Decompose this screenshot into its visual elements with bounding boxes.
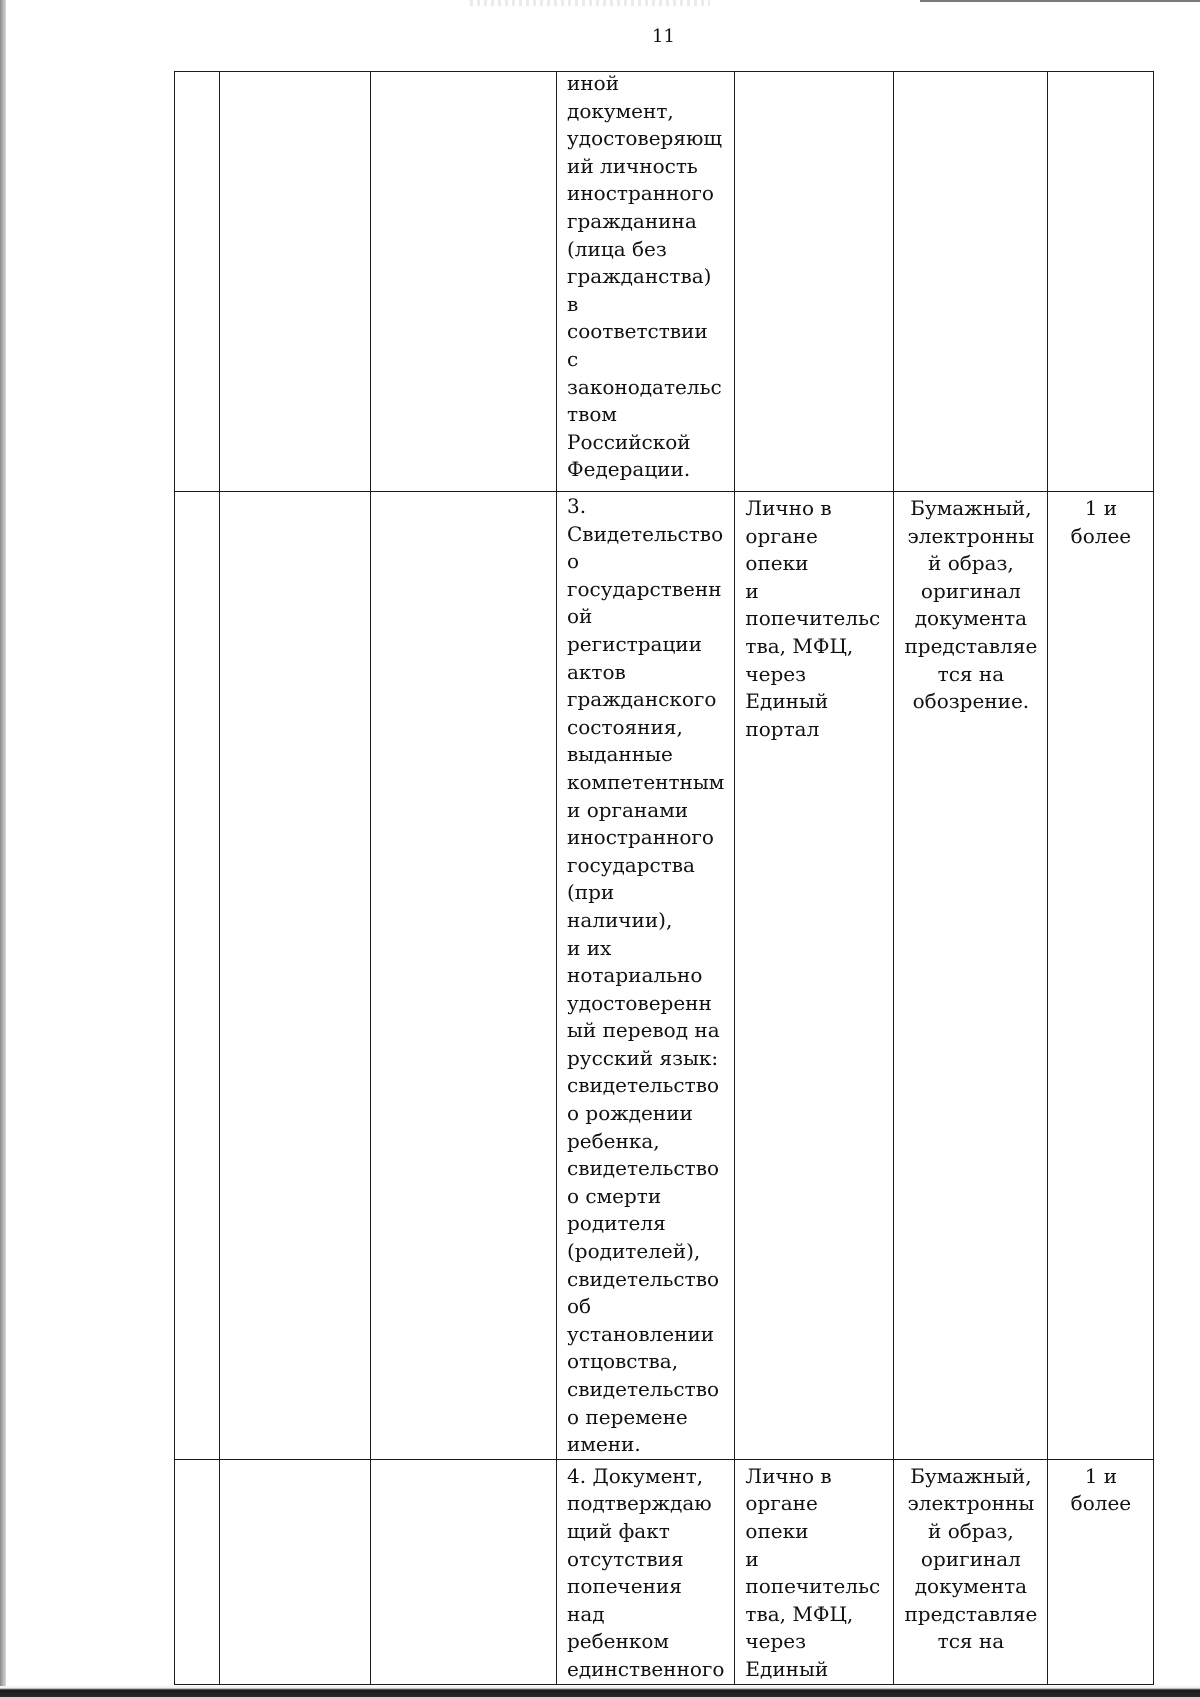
number-cell — [175, 72, 220, 492]
submission-cell — [735, 492, 894, 1460]
document-text: иной документ, удостоверяющ ий личность иностранного гражданина (лица без гражданства) в соответствии с законодательс твом Российской Федерации. — [567, 71, 722, 482]
count-cell — [1048, 1459, 1154, 1684]
scan-top-line — [920, 0, 1200, 2]
document-type-cell — [371, 492, 557, 1460]
table-row — [175, 72, 1154, 492]
category-cell — [220, 1459, 371, 1684]
document-cell — [557, 1459, 735, 1684]
form-text: Бумажный, электронны й образ, оригинал документа представляе тся на — [904, 1463, 1038, 1654]
submission-text: Лично в органе опеки и попечительс тва, МФЦ, через Единый — [745, 1463, 881, 1681]
form-cell — [894, 1459, 1048, 1684]
table-row — [175, 1459, 1154, 1684]
form-cell — [894, 492, 1048, 1460]
number-cell — [175, 492, 220, 1460]
count-text — [1048, 72, 1153, 75]
document-type-cell — [371, 1459, 557, 1684]
category-cell — [220, 492, 371, 1460]
form-text — [894, 72, 1047, 75]
submission-text: Лично в органе опеки и попечительс тва, МФЦ, через Единый портал — [745, 496, 881, 741]
scan-left-edge — [0, 0, 6, 1697]
count-cell — [1048, 492, 1154, 1460]
page-number: 11 — [652, 26, 675, 47]
document-text: 4. Документ, подтверждаю щий факт отсутствия попечения над ребенком единственного — [567, 1463, 725, 1681]
document-cell — [557, 72, 735, 492]
document-text: 3. Свидетельство о государственн ой регистрации актов гражданского состояния, выданные компетентным и органами иностранного государства (при наличии), и их нотариально удостоверенн ый перевод на русский язык: свидетельство о рождении ребенка, свидетельство о смерти родителя (родителей), свидетельство об установлении отцовства, свидетельство о перемене имени. — [567, 494, 725, 1457]
document-type-cell — [371, 72, 557, 492]
submission-cell — [735, 1459, 894, 1684]
number-cell — [175, 1459, 220, 1684]
document-table — [174, 71, 1154, 1685]
count-text: 1 и более — [1070, 1463, 1132, 1516]
count-cell — [1048, 72, 1154, 492]
count-text: 1 и более — [1070, 496, 1132, 548]
scan-top-artifact — [470, 0, 710, 6]
table-row — [175, 492, 1154, 1460]
form-cell — [894, 72, 1048, 492]
category-cell — [220, 72, 371, 492]
submission-text — [735, 72, 893, 75]
scan-bottom-edge — [0, 1686, 1200, 1697]
form-text: Бумажный, электронны й образ, оригинал документа представляе тся на обозрение. — [904, 496, 1038, 714]
submission-cell — [735, 72, 894, 492]
document-cell — [557, 492, 735, 1460]
